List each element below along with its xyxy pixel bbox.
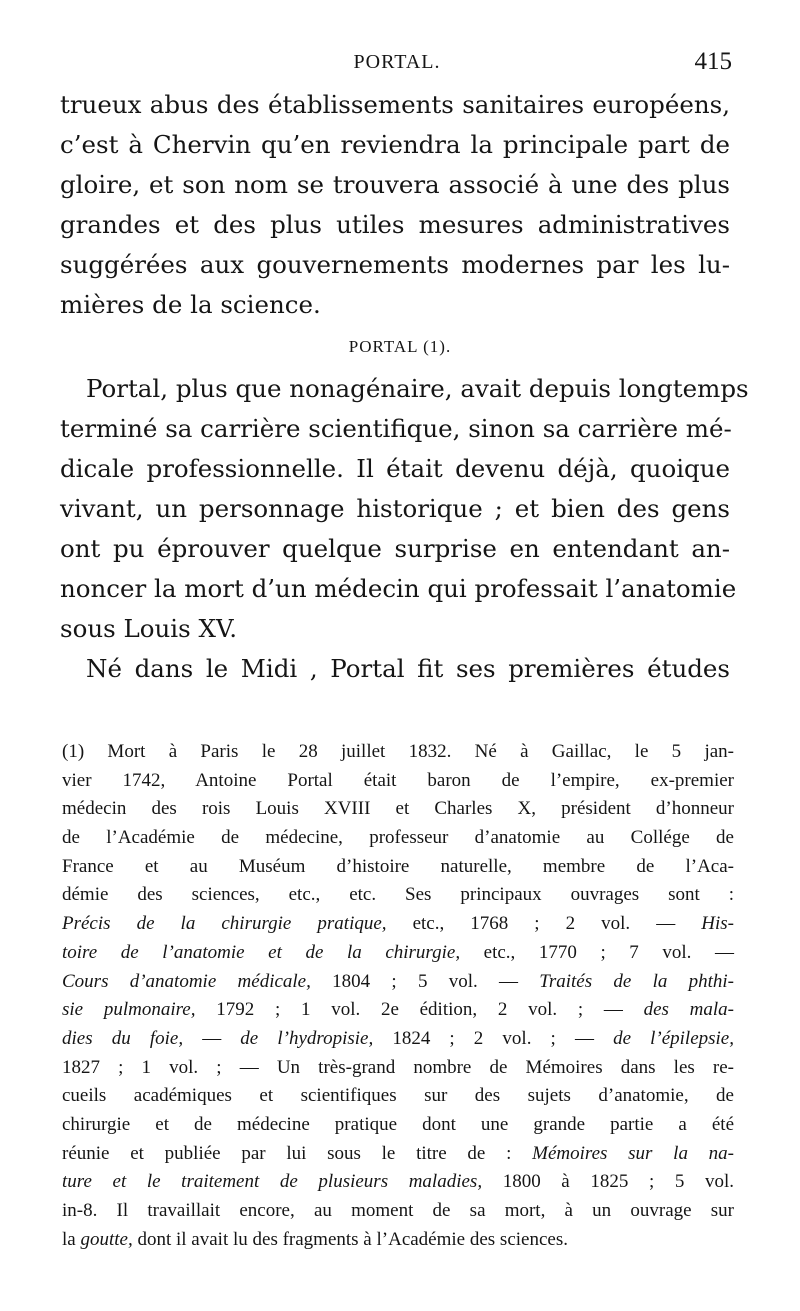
footnote-italic-run: Précis de la chirurgie pratique, (62, 913, 387, 935)
body-line: grandes et des plus utiles mesures administratives (60, 210, 730, 239)
footnote-line (62, 939, 734, 968)
footnote-run: (1) Mort à Paris le 28 juillet 1832. Né à Gaillac, le 5 jan- (62, 741, 734, 762)
footnote-italic-run: des mala- (643, 999, 734, 1021)
footnote-line (62, 1111, 734, 1140)
footnote-run: démie des sciences, etc., etc. Ses principaux ouvrages sont : (62, 884, 734, 906)
running-title: PORTAL. (353, 51, 441, 73)
footnote-run: etc., 1770 ; 7 vol. — (460, 941, 734, 963)
footnote-italic-run: ture et le traitement de plusieurs maladies, (62, 1171, 483, 1193)
footnote-run: in-8. Il travaillait encore, au moment de sa mort, à un ouvrage sur (62, 1200, 734, 1221)
footnote-italic-run: goutte, (80, 1228, 133, 1250)
footnote-italic-run: Cours d’anatomie médicale, (62, 970, 311, 992)
body-line: trueux abus des établissements sanitaires européens, (60, 90, 730, 119)
body-line: vivant, un personnage historique ; et bien des gens (60, 494, 730, 523)
footnote-run: médecin des rois Louis XVIII et Charles X, président d’honneur (62, 798, 734, 820)
footnote-italic-run: dies du foie, (62, 1027, 184, 1049)
footnote-line (62, 1168, 734, 1197)
footnote-line (62, 910, 734, 939)
footnote-italic-run: de l’hydropisie, (240, 1027, 374, 1049)
footnote-line (62, 1197, 734, 1226)
footnote-run: de l’Académie de médecine, professeur d’anatomie au Collége de (62, 827, 734, 849)
body-text (60, 85, 749, 689)
footnote-italic-run: His- (701, 913, 734, 935)
footnote-run: etc., 1768 ; 2 vol. — (386, 913, 702, 935)
footnote-run: France et au Muséum d’histoire naturelle, membre de l’Aca- (62, 855, 734, 877)
section-heading: PORTAL (1). (348, 337, 452, 356)
page-number: 415 (694, 48, 732, 75)
footnote-italic-run: Traités de la phthi- (539, 970, 734, 992)
body-line: c’est à Chervin qu’en reviendra la principale part de (60, 130, 730, 159)
footnote-run: 1800 à 1825 ; 5 vol. (482, 1171, 734, 1193)
footnote-run: cueils académiques et scientifiques sur des sujets d’anatomie, de (62, 1085, 734, 1107)
footnote-italic-run: sie pulmonaire, (62, 999, 196, 1021)
body-line: suggérées aux gouvernements modernes par les lu- (60, 250, 730, 279)
footnote-line (62, 968, 734, 997)
footnote-line (62, 738, 734, 767)
footnote-run: dont il avait lu des fragments à l’Académie des sciences. (132, 1228, 568, 1250)
running-head (62, 48, 732, 78)
footnote-run: 1824 ; 2 vol. ; — (373, 1027, 614, 1049)
footnote-run: chirurgie et de médecine pratique dont une grande partie a été (62, 1113, 734, 1135)
footnote-line (62, 1140, 734, 1169)
body-line: ont pu éprouver quelque surprise en entendant an- (60, 534, 730, 563)
footnote-line (62, 853, 734, 882)
footnote-run: 1792 ; 1 vol. 2e édition, 2 vol. ; — (195, 999, 644, 1021)
footnote-run: vier 1742, Antoine Portal était baron de l’empire, ex-premier (62, 769, 734, 791)
footnote-line (62, 1082, 734, 1111)
footnote-italic-run: de l’épilepsie, (613, 1027, 734, 1049)
footnote-line (62, 1054, 734, 1083)
body-line: terminé sa carrière scientifique, sinon sa carrière mé- (60, 414, 732, 443)
footnote-line (62, 881, 734, 910)
footnote-run: 1804 ; 5 vol. — (310, 970, 540, 992)
footnote-italic-run: Mémoires sur la na- (532, 1142, 735, 1164)
footnote-line (62, 824, 734, 853)
footnote-line (62, 1226, 734, 1255)
body-line: dicale professionnelle. Il était devenu déjà, quoique (60, 454, 730, 483)
footnote-line (62, 795, 734, 824)
body-line: Portal, plus que nonagénaire, avait depuis longtemps (86, 374, 749, 403)
footnote-line (62, 996, 734, 1025)
footnote-line (62, 1025, 734, 1054)
footnote-run: réunie et publiée par lui sous le titre de : (62, 1142, 533, 1164)
body-line: mières de la science. (60, 290, 321, 319)
footnote-line (62, 767, 734, 796)
body-line: gloire, et son nom se trouvera associé à une des plus (60, 170, 730, 199)
footnote (62, 738, 734, 1254)
footnote-run: — (183, 1027, 241, 1049)
body-line: Né dans le Midi , Portal fit ses premières études (86, 654, 730, 683)
body-line: sous Louis XV. (60, 614, 238, 643)
footnote-run: 1827 ; 1 vol. ; — Un très-grand nombre de Mémoires dans les re- (62, 1056, 734, 1078)
body-line: noncer la mort d’un médecin qui professait l’anatomie (60, 574, 737, 603)
footnote-run: la (62, 1228, 81, 1250)
footnote-italic-run: toire de l’anatomie et de la chirurgie, (62, 941, 461, 963)
